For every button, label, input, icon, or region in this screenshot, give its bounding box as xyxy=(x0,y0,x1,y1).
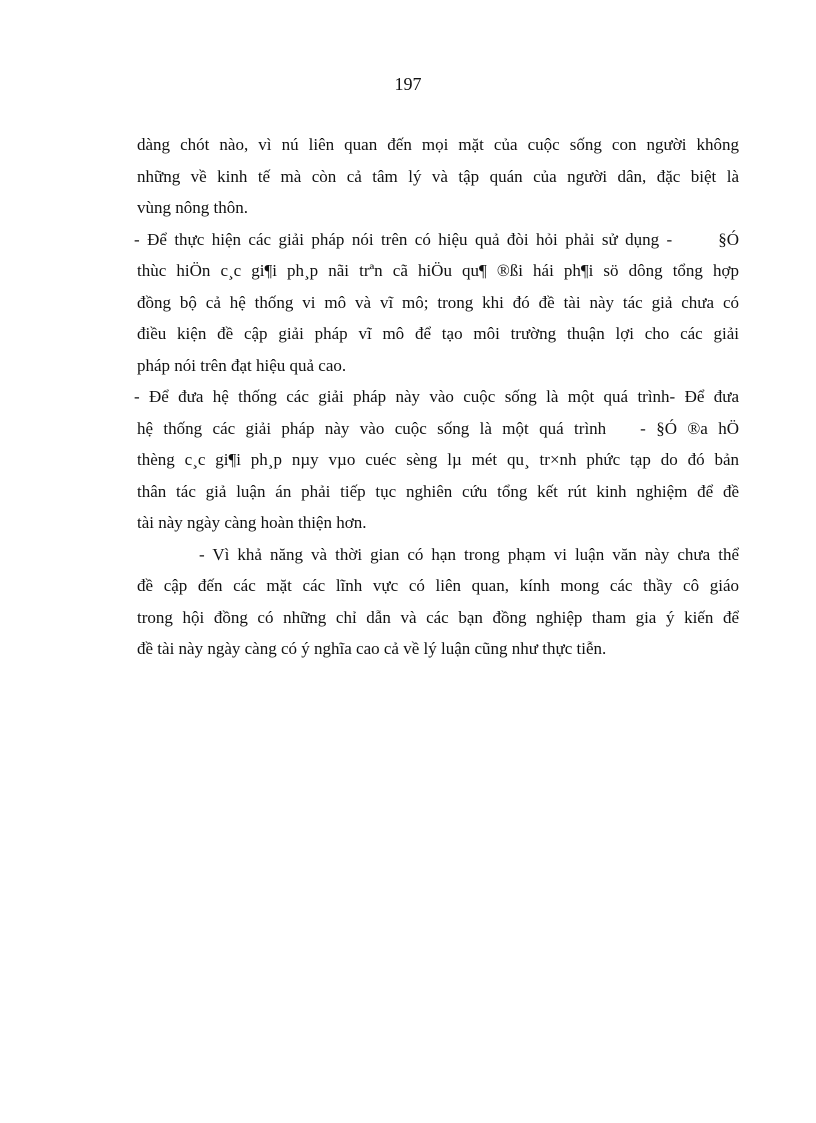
paragraph-2-line-2: thùc hiÖn c¸c gi¶i ph¸p nãi trªn cã hiÖu qu¶ ®ßi hái ph¶i sö dông tổng hợp xyxy=(137,261,739,280)
paragraph-1-line-3: vùng nông thôn. xyxy=(137,198,248,217)
paragraph-2-line-3: đồng bộ cả hệ thống vi mô và vĩ mô; trong khi đó đề tài này tác giả chưa có xyxy=(137,292,739,312)
paragraph-3-line-3: thèng c¸c gi¶i ph¸p nµy vµo cuéc sèng lµ mét qu¸ tr×nh phức tạp do đó bản xyxy=(137,450,739,469)
paragraph-4-line-4: đề tài này ngày càng có ý nghĩa cao cả về lý luận cũng như thực tiễn. xyxy=(137,639,607,658)
paragraph-3-line-2-text: hệ thống các giải pháp này vào cuộc sống là một quá trình xyxy=(137,418,607,438)
paragraph-2-line-5: pháp nói trên đạt hiệu quả cao. xyxy=(137,355,347,375)
paragraph-4-line-3: trong hội đồng có những chỉ dẫn và các bạn đồng nghiệp tham gia ý kiến để xyxy=(137,607,739,627)
paragraph-3-line-4: thân tác giả luận án phải tiếp tục nghiên cứu tổng kết rút kinh nghiệm để đề xyxy=(137,481,739,501)
paragraph-2-line-1-text: - Để thực hiện các giải pháp nói trên có hiệu quả đòi hỏi phải sử dụng - xyxy=(134,229,673,249)
paragraph-2-line-1 xyxy=(134,224,739,256)
paragraph-3-line-2-garbled: - §Ó ®a hÖ xyxy=(640,418,739,438)
paragraph-3-line-1: - Để đưa hệ thống các giải pháp này vào cuộc sống là một quá trình- Để đưa xyxy=(134,387,739,406)
paragraph-3-line-5: tài này ngày càng hoàn thiện hơn. xyxy=(137,513,367,532)
paragraph-2-line-4: điều kiện đề cập giải pháp vĩ mô để tạo môi trường thuận lợi cho các giải xyxy=(137,324,739,343)
paragraph-1-line-2: những về kinh tế mà còn cả tâm lý và tập quán của người dân, đặc biệt là xyxy=(137,166,739,186)
paragraph-1-line-1: dàng chót nào, vì nú liên quan đến mọi mặt của cuộc sống con người không xyxy=(137,135,739,154)
body-text xyxy=(134,129,739,665)
paragraph-2-line-1-garbled: §Ó xyxy=(718,229,739,249)
paragraph-4-line-2: đề cập đến các mặt các lĩnh vực có liên quan, kính mong các thầy cô giáo xyxy=(137,576,739,595)
paragraph-3-line-2 xyxy=(137,413,739,445)
paragraph-4-line-1: - Vì khả năng và thời gian có hạn trong phạm vi luận văn này chưa thể xyxy=(199,544,739,564)
page-number: 197 xyxy=(394,74,422,94)
